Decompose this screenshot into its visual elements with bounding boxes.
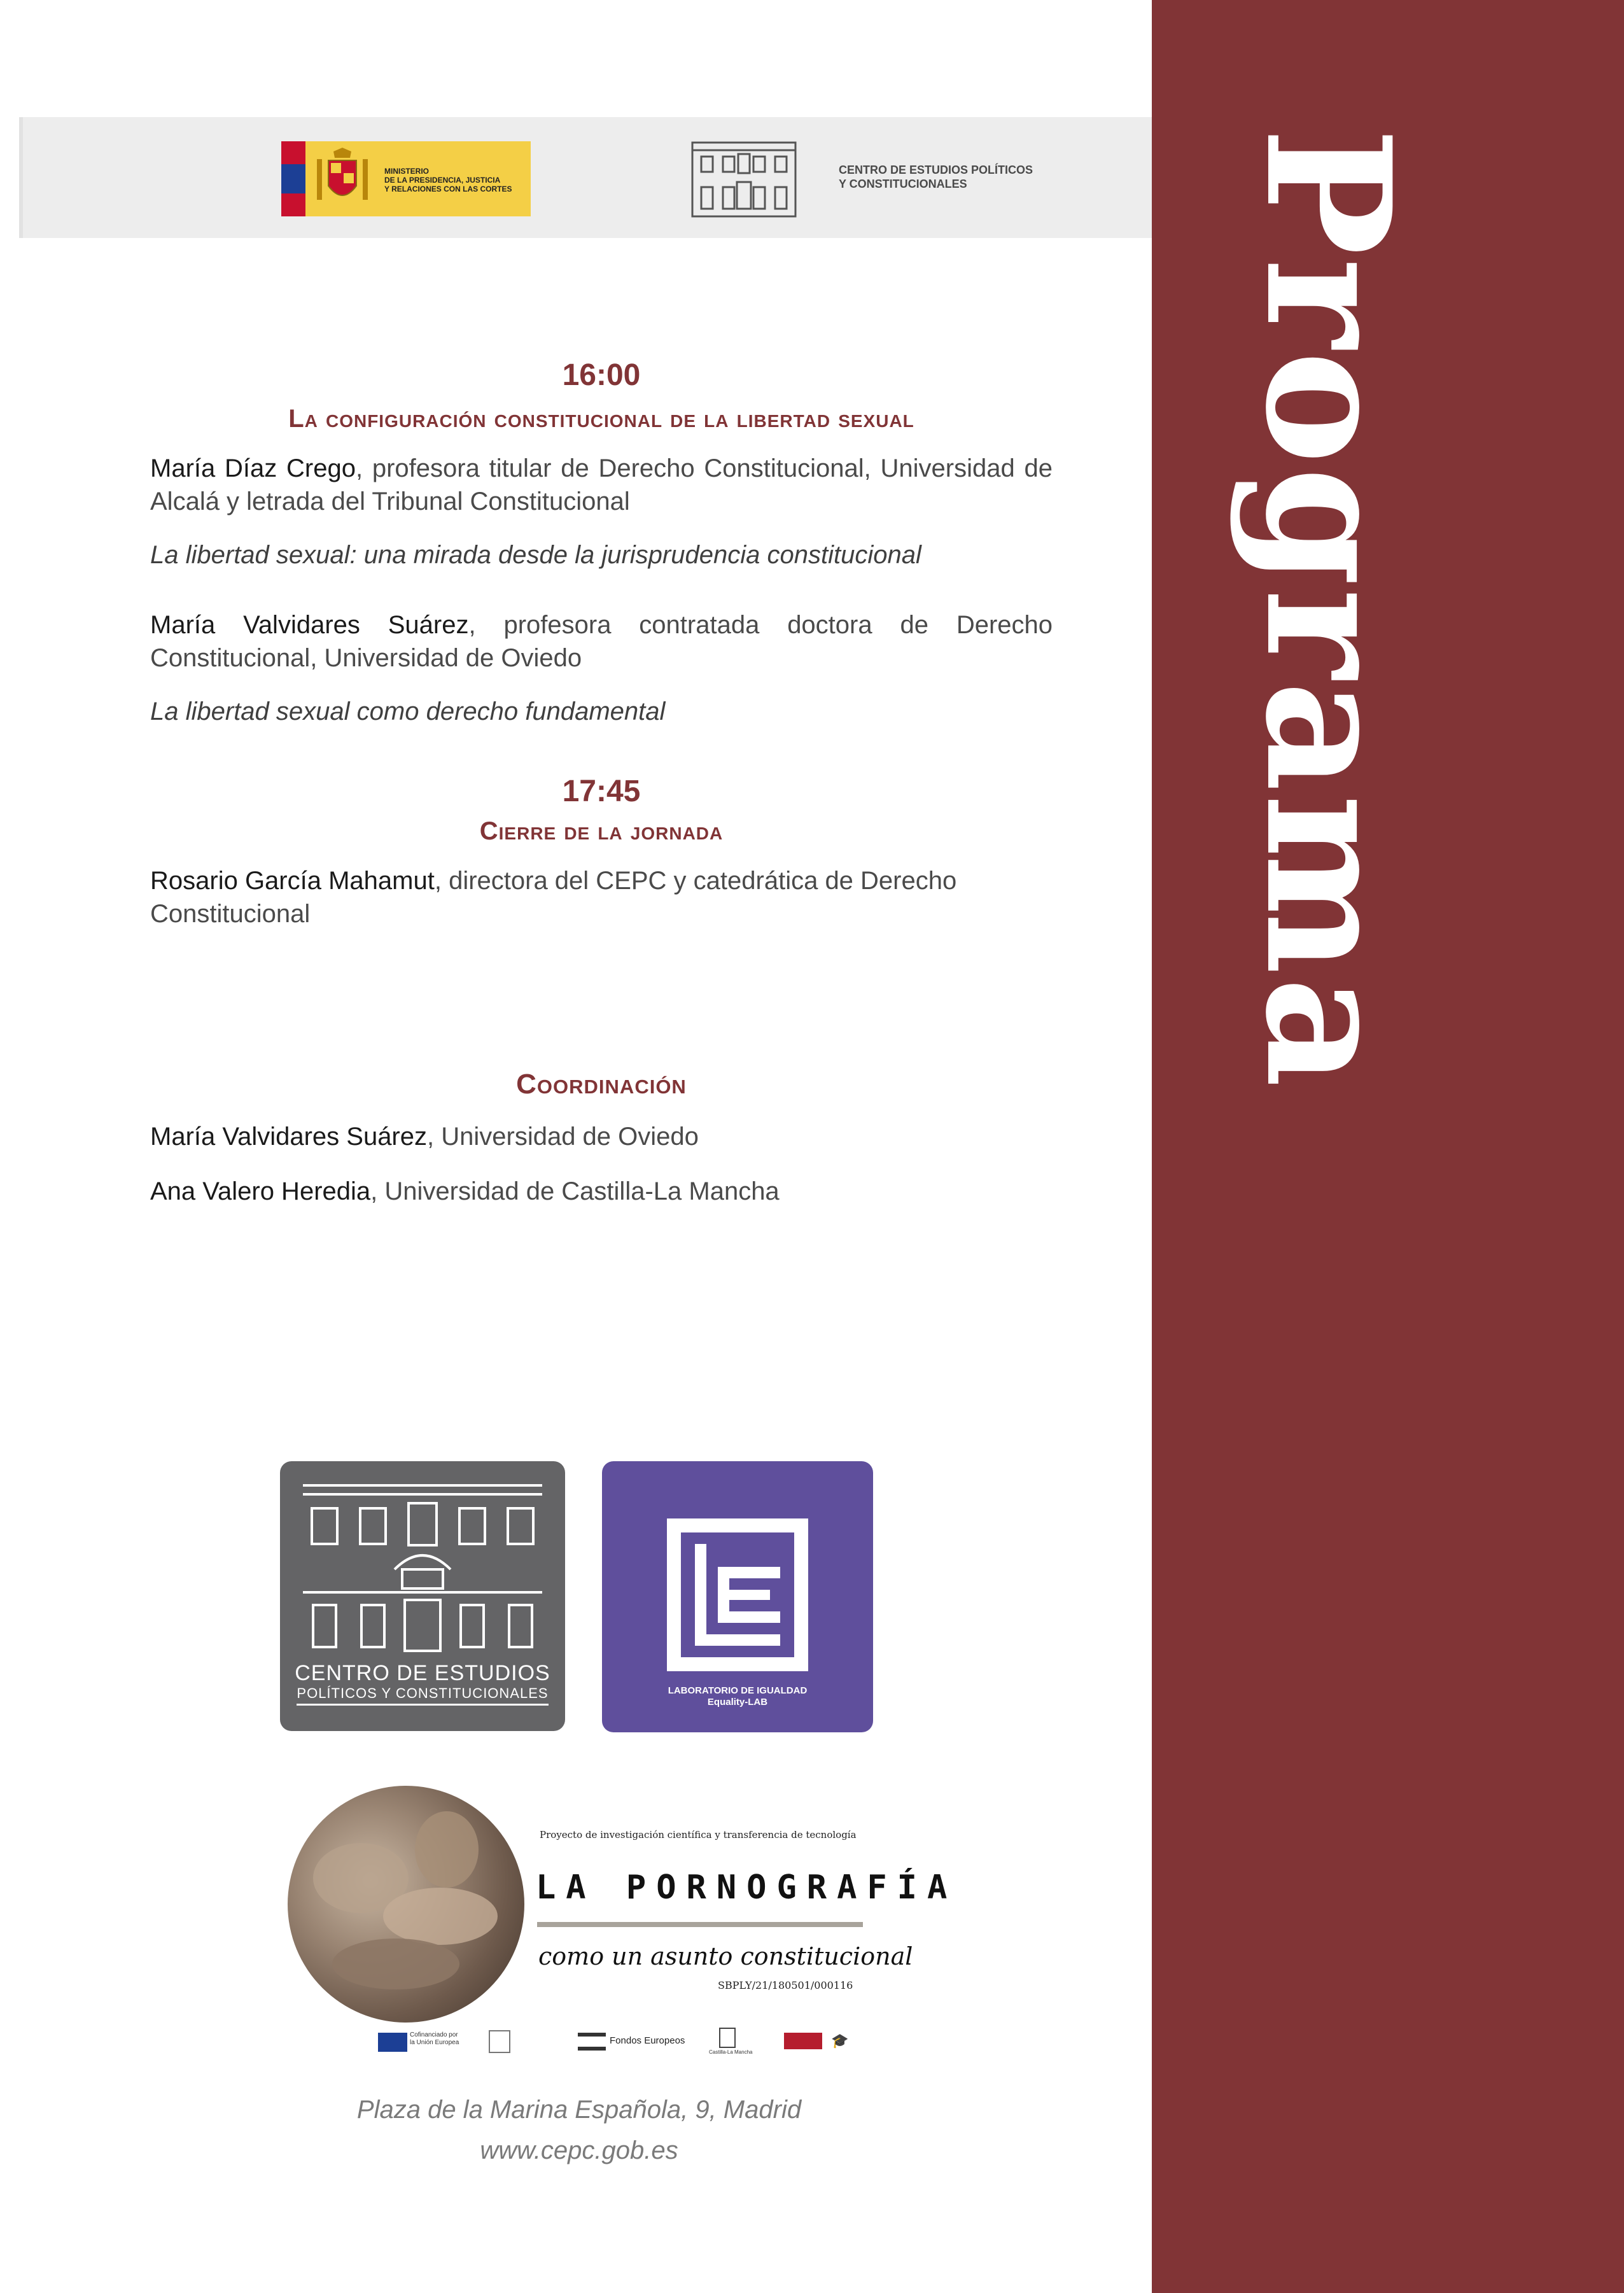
project-tagline: como un asunto constitucional (538, 1942, 913, 1970)
coordinator-name: Ana Valero Heredia (150, 1177, 371, 1205)
venue-address: Plaza de la Marina Española, 9, Madrid (356, 2096, 802, 2124)
speaker-role: , directora del CEPC y catedrática de Derecho Constitucional (150, 867, 957, 928)
session-title: Cierre de la jornada (479, 817, 724, 845)
cepc-building-icon (299, 1480, 546, 1657)
coordinator-affiliation: , Universidad de Oviedo (427, 1123, 699, 1151)
funders-strip (377, 2026, 867, 2057)
lab-logo-subname: Equality-LAB (707, 1697, 768, 1707)
session-title: La configuración constitucional de la libertad sexual (288, 405, 914, 433)
coordinator-entry (150, 1120, 1053, 1153)
project-photo (288, 1786, 524, 2023)
equality-lab-icon (667, 1518, 808, 1671)
ministry-logo (281, 141, 531, 216)
spain-flag-icon (281, 141, 305, 216)
coordinator-name: María Valvidares Suárez (150, 1123, 427, 1151)
graduation-cap-icon: 🎓 (831, 2033, 849, 2049)
government-crest-icon (489, 2030, 510, 2053)
eu-cofinanced-label: Cofinanciado por la Unión Europea (410, 2031, 459, 2046)
cepc-logo (280, 1461, 565, 1731)
cepc-building-icon (690, 137, 798, 219)
cepc-logo-subname: POLÍTICOS Y CONSTITUCIONALES (280, 1685, 565, 1702)
speaker-entry (150, 452, 1053, 518)
website-link[interactable]: www.cepc.gob.es (480, 2136, 678, 2164)
project-title: LA PORNOGRAFÍA (536, 1869, 958, 1907)
sidebar-title: Programa (1228, 127, 1428, 1090)
coordinator-affiliation: , Universidad de Castilla-La Mancha (370, 1177, 780, 1205)
speaker-name: María Valvidares Suárez (150, 611, 469, 639)
talk-title: La libertad sexual como derecho fundamental (150, 698, 666, 726)
ministry-name: MINISTERIO DE LA PRESIDENCIA, JUSTICIA Y RELACIONES CON LAS CORTES (384, 167, 512, 193)
fondos-europeos-icon (578, 2033, 606, 2051)
equality-lab-logo (602, 1461, 873, 1732)
castilla-la-mancha-label: Castilla-La Mancha (709, 2049, 753, 2055)
speaker-entry (150, 864, 1053, 930)
project-divider (537, 1922, 863, 1927)
speaker-role: , profesora titular de Derecho Constitucional, Universidad de Alcalá y letrada del Tribunal Constitucional (150, 454, 1053, 515)
coordination-title: Coordinación (516, 1069, 687, 1100)
cepc-header-name: CENTRO DE ESTUDIOS POLÍTICOS Y CONSTITUCIONALES (839, 164, 1033, 190)
program-content (150, 344, 1053, 1208)
coat-of-arms-icon (312, 148, 373, 210)
coordinator-entry (150, 1175, 1053, 1208)
project-code: SBPLY/21/180501/000116 (718, 1979, 853, 1991)
eu-flag-icon (378, 2033, 407, 2052)
project-subtitle: Proyecto de investigación científica y transferencia de tecnología (540, 1829, 857, 1841)
speaker-name: María Díaz Crego (150, 454, 356, 482)
speaker-entry (150, 608, 1053, 675)
talk-title: La libertad sexual: una mirada desde la jurisprudencia constitucional (150, 541, 921, 569)
uclm-logo (784, 2033, 822, 2049)
fondos-europeos-label: Fondos Europeos (610, 2035, 685, 2046)
lab-logo-name: LABORATORIO DE IGUALDAD (668, 1685, 808, 1696)
castilla-la-mancha-icon (719, 2028, 736, 2048)
session-time: 17:45 (562, 775, 641, 808)
session-time: 16:00 (562, 358, 641, 392)
speaker-role: , profesora contratada doctora de Derecho Constitucional, Universidad de Oviedo (150, 611, 1053, 672)
cepc-logo-name: CENTRO DE ESTUDIOS (295, 1661, 550, 1685)
speaker-name: Rosario García Mahamut (150, 867, 435, 895)
